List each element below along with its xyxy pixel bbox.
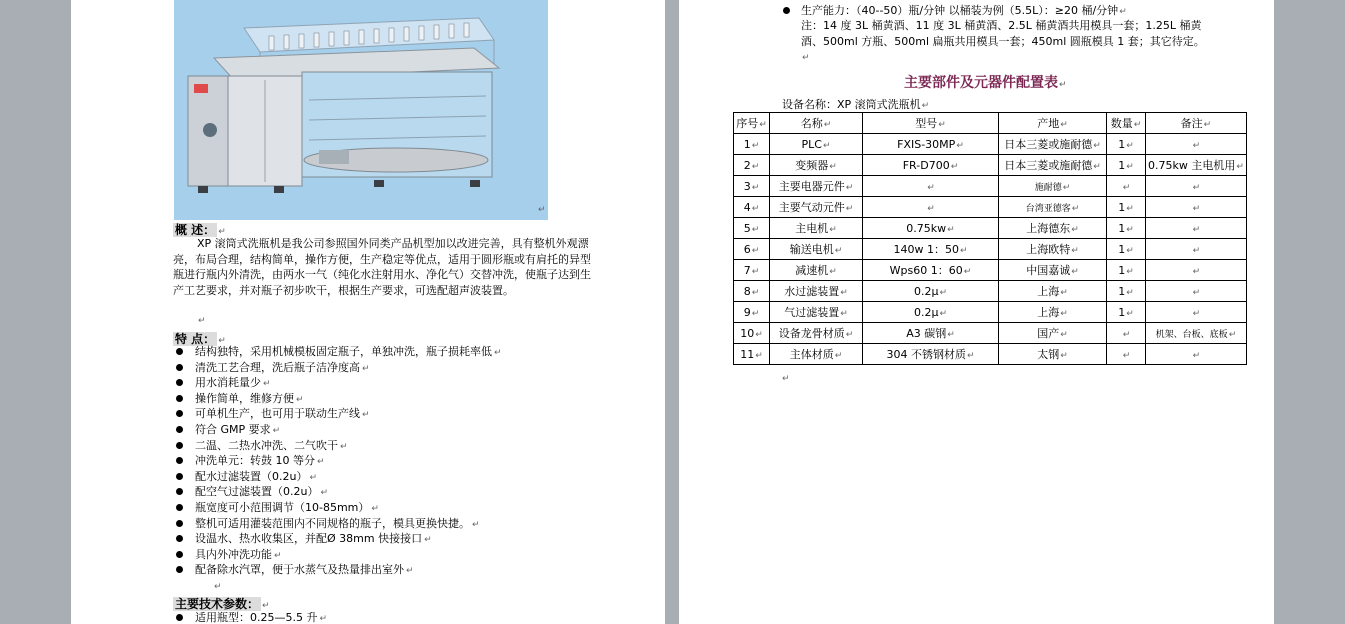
table-cell: 1↵ — [1107, 239, 1146, 260]
paragraph-mark: ↵ — [1119, 7, 1127, 17]
device-name-text: 设备名称：XP 滚筒式洗瓶机 — [782, 98, 921, 111]
feature-text: 配水过滤装置（0.2u） — [195, 469, 308, 483]
table-cell: 主电机↵ — [770, 218, 863, 239]
table-cell: 上海↵ — [999, 281, 1107, 302]
paragraph-mark: ↵ — [362, 410, 370, 421]
paragraph-mark: ↵ — [263, 379, 271, 390]
feature-item — [174, 375, 502, 391]
feature-item — [174, 516, 502, 532]
table-cell: 0.75kw 主电机用↵ — [1146, 155, 1247, 176]
table-cell: 8↵ — [734, 281, 770, 302]
paragraph-mark: ↵ — [1059, 80, 1067, 90]
paragraph-mark: ↵ — [362, 363, 370, 374]
header-cell: 名称↵ — [770, 113, 863, 134]
table-cell: ↵ — [1146, 197, 1247, 218]
feature-text: 整机可适用灌装范围内不同规格的瓶子，模具更换快捷。 — [195, 516, 470, 530]
table-cell: A3 碳钢↵ — [863, 323, 999, 344]
table-cell: 11↵ — [734, 344, 770, 365]
table-row — [734, 344, 1247, 365]
table-cell: 气过滤装置↵ — [770, 302, 863, 323]
table-cell: ↵ — [1146, 134, 1247, 155]
table-cell: 减速机↵ — [770, 260, 863, 281]
feature-text: 可单机生产，也可用于联动生产线 — [195, 407, 360, 421]
paragraph-mark: ↵ — [218, 336, 226, 346]
table-cell: 1↵ — [1107, 260, 1146, 281]
table-cell: 中国嘉诚↵ — [999, 260, 1107, 281]
feature-item — [174, 531, 502, 547]
table-cell: ↵ — [1146, 281, 1247, 302]
table-cell: 1↵ — [1107, 281, 1146, 302]
table-cell: ↵ — [1107, 323, 1146, 344]
feature-text: 操作简单，维修方便 — [195, 391, 294, 405]
feature-item — [174, 406, 502, 422]
table-cell: Wps60 1：60↵ — [863, 260, 999, 281]
table-cell: 日本三菱或施耐德↵ — [999, 134, 1107, 155]
table-cell: 上海德东↵ — [999, 218, 1107, 239]
table-cell: ↵ — [1107, 344, 1146, 365]
table-cell: 变频器↵ — [770, 155, 863, 176]
table-cell: 9↵ — [734, 302, 770, 323]
table-cell: ↵ — [1146, 218, 1247, 239]
header-cell: 型号↵ — [863, 113, 999, 134]
paragraph-mark: ↵ — [538, 205, 546, 215]
feature-item — [174, 360, 502, 376]
feature-text: 清洗工艺合理，洗后瓶子洁净度高 — [195, 360, 360, 374]
table-cell: 主要气动元件↵ — [770, 197, 863, 218]
feature-text: 具内外冲洗功能 — [195, 547, 272, 561]
paragraph-mark: ↵ — [274, 550, 282, 561]
overview-heading-label: 概 述： — [175, 223, 216, 237]
table-cell: 2↵ — [734, 155, 770, 176]
table-cell: 日本三菱或施耐德↵ — [999, 155, 1107, 176]
feature-text: 结构独特，采用机械模板固定瓶子，单独冲洗，瓶子损耗率低 — [195, 345, 492, 358]
table-cell: ↵ — [1146, 302, 1247, 323]
table-cell: FXIS-30MP↵ — [863, 134, 999, 155]
table-cell: ↵ — [863, 197, 999, 218]
header-cell: 序号↵ — [734, 113, 770, 134]
table-cell: 1↵ — [1107, 155, 1146, 176]
feature-text: 瓶宽度可小范围调节（10-85mm） — [195, 500, 370, 514]
table-row — [734, 323, 1247, 344]
table-cell: 10↵ — [734, 323, 770, 344]
features-heading-label: 特 点： — [175, 332, 216, 346]
config-table — [733, 112, 1247, 365]
paragraph-mark: ↵ — [802, 53, 810, 63]
feature-text: 二温、二热水冲洗、二气吹干 — [195, 438, 338, 452]
feature-text: 符合 GMP 要求 — [195, 422, 271, 436]
paragraph-mark: ↵ — [371, 503, 379, 514]
feature-text: 配备除水汽罩，便于水蒸气及热量排出室外 — [195, 563, 404, 577]
feature-text: 配空气过滤装置（0.2u） — [195, 485, 319, 499]
table-cell: ↵ — [1146, 239, 1247, 260]
paragraph-mark: ↵ — [406, 566, 414, 577]
paragraph-mark: ↵ — [494, 348, 502, 358]
table-row — [734, 218, 1247, 239]
overview-text: XP 滚筒式洗瓶机是我公司参照国外同类产品机型加以改进完善，具有整机外观漂亮，布局合理，结构简单，操作方便，生产稳定等优点，适用于圆形瓶或有肩托的异型瓶进行瓶内外清洗，由两水一气（纯化水注射用水、净化气）交替冲洗，使瓶子达到生产工艺要求，并对瓶子初步吹干，根据生产要求，可选配超声波装置。 — [173, 237, 591, 297]
table-cell: 主体材质↵ — [770, 344, 863, 365]
table-cell: 上海↵ — [999, 302, 1107, 323]
table-cell: 设备龙骨材质↵ — [770, 323, 863, 344]
feature-item — [174, 547, 502, 563]
table-row — [734, 281, 1247, 302]
table-cell: 主要电器元件↵ — [770, 176, 863, 197]
feature-text: 设温水、热水收集区，并配Ø 38mm 快接接口 — [195, 532, 423, 546]
table-cell: 1↵ — [734, 134, 770, 155]
paragraph-mark: ↵ — [340, 441, 348, 452]
feature-item — [174, 344, 502, 360]
features-list — [174, 344, 502, 578]
table-cell: 7↵ — [734, 260, 770, 281]
table-cell: 1↵ — [1107, 197, 1146, 218]
paragraph-mark: ↵ — [782, 374, 790, 384]
table-cell: 0.2μ↵ — [863, 302, 999, 323]
feature-item — [174, 562, 502, 578]
table-row — [734, 155, 1247, 176]
capacity-line — [801, 2, 1127, 18]
table-cell: ↵ — [1107, 176, 1146, 197]
feature-item — [174, 469, 502, 485]
feature-item — [174, 422, 502, 438]
tech-param-item — [174, 610, 327, 624]
capacity-note-text: 注：14 度 3L 桶黄酒、11 度 3L 桶黄酒、2.5L 桶黄酒共用模具一套；1.25L 桶黄酒、500ml 方瓶、500ml 扁瓶共用模具一套；450ml 圆瓶模具 1 套；其它待定。 — [801, 19, 1205, 48]
paragraph-mark: ↵ — [319, 614, 328, 624]
paragraph-mark: ↵ — [472, 519, 480, 530]
table-row — [734, 134, 1247, 155]
paragraph-mark: ↵ — [218, 227, 226, 237]
table-cell: 台湾亚德客↵ — [999, 197, 1107, 218]
feature-item — [174, 500, 502, 516]
table-cell: 0.2μ↵ — [863, 281, 999, 302]
table-header-row — [734, 113, 1247, 134]
bullet-dot — [783, 7, 790, 14]
feature-item — [174, 453, 502, 469]
paragraph-mark: ↵ — [214, 582, 222, 592]
table-cell: ↵ — [1146, 176, 1247, 197]
tech-param-text: 适用瓶型：0.25—5.5 升 — [195, 611, 318, 624]
table-cell: 施耐德↵ — [999, 176, 1107, 197]
table-cell: 3↵ — [734, 176, 770, 197]
table-cell: ↵ — [1146, 260, 1247, 281]
paragraph-mark: ↵ — [198, 316, 206, 326]
table-cell: FR-D700↵ — [863, 155, 999, 176]
table-cell: 太钢↵ — [999, 344, 1107, 365]
feature-item — [174, 438, 502, 454]
table-row — [734, 239, 1247, 260]
header-cell: 数量↵ — [1107, 113, 1146, 134]
table-cell: 机架、台板、底板↵ — [1146, 323, 1247, 344]
capacity-note — [801, 18, 1211, 67]
document-page-left — [71, 0, 665, 624]
feature-item — [174, 484, 502, 500]
table-cell: 输送电机↵ — [770, 239, 863, 260]
table-cell: 1↵ — [1107, 218, 1146, 239]
table-cell: PLC↵ — [770, 134, 863, 155]
paragraph-mark: ↵ — [296, 394, 304, 405]
table-row — [734, 197, 1247, 218]
capacity-text: 生产能力：（40--50）瓶/分钟 以桶装为例（5.5L）：≥20 桶/分钟 — [801, 4, 1119, 17]
table-cell: ↵ — [1146, 344, 1247, 365]
table-cell: 304 不锈钢材质↵ — [863, 344, 999, 365]
table-cell: 140w 1：50↵ — [863, 239, 999, 260]
feature-text: 冲洗单元：转鼓 10 等分 — [195, 454, 315, 468]
feature-item — [174, 391, 502, 407]
table-cell: 0.75kw↵ — [863, 218, 999, 239]
table-cell: 4↵ — [734, 197, 770, 218]
paragraph-mark: ↵ — [317, 457, 325, 468]
paragraph-mark: ↵ — [921, 101, 930, 111]
table-row — [734, 176, 1247, 197]
paragraph-mark: ↵ — [424, 535, 432, 546]
table-cell: 5↵ — [734, 218, 770, 239]
paragraph-mark: ↵ — [309, 472, 318, 483]
paragraph-mark: ↵ — [320, 488, 329, 499]
feature-text: 用水消耗量少 — [195, 376, 261, 390]
tech-params-heading-label: 主要技术参数： — [175, 597, 260, 611]
table-cell: ↵ — [863, 176, 999, 197]
table-cell: 1↵ — [1107, 302, 1146, 323]
device-name — [782, 96, 929, 112]
table-title — [904, 72, 1067, 92]
table-cell: 6↵ — [734, 239, 770, 260]
table-cell: 上海欧特↵ — [999, 239, 1107, 260]
table-row — [734, 260, 1247, 281]
document-page-right — [679, 0, 1274, 624]
header-cell: 产地↵ — [999, 113, 1107, 134]
table-cell: 水过滤装置↵ — [770, 281, 863, 302]
paragraph-mark: ↵ — [262, 601, 270, 611]
table-cell: 1↵ — [1107, 134, 1146, 155]
paragraph-mark: ↵ — [272, 425, 281, 436]
table-cell: 国产↵ — [999, 323, 1107, 344]
table-row — [734, 302, 1247, 323]
tech-params-list — [174, 610, 327, 624]
header-cell: 备注↵ — [1146, 113, 1247, 134]
machine-photo — [174, 0, 548, 220]
table-title-text: 主要部件及元器件配置表 — [904, 75, 1058, 91]
